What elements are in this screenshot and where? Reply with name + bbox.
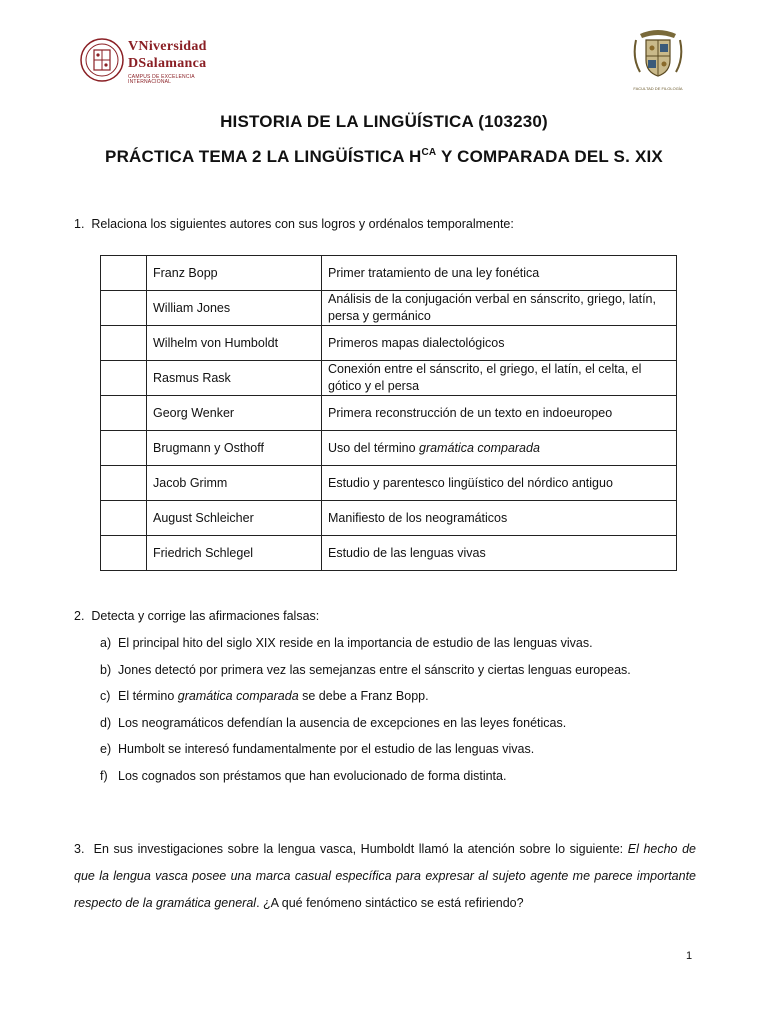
achievement-text: Uso del término [328, 440, 420, 455]
author-cell: August Schleicher [147, 501, 322, 536]
list-item [100, 716, 631, 743]
university-logo [80, 38, 230, 84]
table-row [101, 466, 677, 501]
university-seal-icon [80, 38, 124, 82]
order-cell[interactable] [101, 256, 147, 291]
statement-list [100, 636, 631, 795]
list-item-label: b) [100, 662, 112, 677]
question-text: En sus investigaciones sobre la lengua vasca, Humboldt llamó la atención sobre lo siguiente: [93, 842, 628, 856]
humboldt-quote: El hecho de que la lengua vasca posee una marca casual específica para expresar al sujeto agente me parece importante respecto de la gramática general [74, 842, 697, 910]
list-item-text: Los cognados son préstamos que han evolucionado de forma distinta. [118, 768, 507, 783]
table-row [101, 361, 677, 396]
author-cell: Rasmus Rask [147, 361, 322, 396]
order-cell[interactable] [101, 431, 147, 466]
faculty-caption: FACULTAD DE FILOLOGÍA [633, 86, 683, 91]
practice-title-prefix: PRÁCTICA TEMA 2 LA LINGÜÍSTICA H [105, 147, 422, 166]
university-name [128, 40, 230, 85]
list-item [100, 689, 631, 716]
matching-table-body [101, 256, 677, 571]
order-cell[interactable] [101, 501, 147, 536]
achievement-cell: Conexión entre el sánscrito, el griego, el latín, el celta, el gótico y el persa [322, 361, 677, 396]
faculty-logo [630, 28, 686, 91]
list-item [100, 636, 631, 663]
order-cell[interactable] [101, 326, 147, 361]
achievement-cell: Primeros mapas dialectológicos [322, 326, 677, 361]
author-cell: Brugmann y Osthoff [147, 431, 322, 466]
practice-title-suffix: Y COMPARADA DEL S. XIX [436, 147, 663, 166]
matching-table [100, 255, 677, 571]
achievement-cell: Análisis de la conjugación verbal en sánscrito, griego, latín, persa y germánico [322, 291, 677, 326]
author-cell: Wilhelm von Humboldt [147, 326, 322, 361]
list-item-label: a) [100, 636, 112, 650]
list-item-term: gramática comparada [177, 689, 299, 703]
author-cell: Franz Bopp [147, 256, 322, 291]
order-cell[interactable] [101, 466, 147, 501]
author-cell: Friedrich Schlegel [147, 536, 322, 571]
university-name-line2: DSalamanca [128, 56, 207, 71]
table-row [101, 536, 677, 571]
list-item-label: d) [100, 715, 112, 730]
author-cell: Georg Wenker [147, 396, 322, 431]
order-cell[interactable] [101, 291, 147, 326]
page-number: 1 [686, 950, 693, 962]
list-item-text: El principal hito del siglo XIX reside en la importancia de estudio de las lenguas vivas. [118, 636, 593, 650]
course-title: HISTORIA DE LA LINGÜÍSTICA (103230) [220, 112, 548, 131]
table-row [101, 396, 677, 431]
list-item-text: Jones detectó por primera vez las semejanzas entre el sánscrito y ciertas lenguas europeas. [118, 662, 631, 677]
table-row [101, 431, 677, 466]
question-number: 1. [74, 217, 85, 231]
list-item [100, 769, 631, 796]
table-row [101, 291, 677, 326]
list-item [100, 663, 631, 690]
order-cell[interactable] [101, 536, 147, 571]
university-tagline: CAMPUS DE EXCELENCIA INTERNACIONAL [128, 74, 195, 85]
table-row [101, 501, 677, 536]
university-name-line1: VNiversidad [128, 39, 207, 54]
table-row [101, 256, 677, 291]
question-2 [74, 609, 319, 623]
achievement-term: gramática comparada [419, 440, 540, 455]
table-row [101, 326, 677, 361]
question-1 [74, 217, 514, 231]
author-cell: Jacob Grimm [147, 466, 322, 501]
coat-of-arms-icon [630, 28, 686, 80]
order-cell[interactable] [101, 396, 147, 431]
list-item-label: f) [100, 768, 108, 783]
question-text-end: . ¿A qué fenómeno sintáctico se está refiriendo? [256, 896, 524, 910]
question-text: Relaciona los siguientes autores con sus logros y ordénalos temporalmente: [91, 217, 514, 231]
list-item-text: Los neogramáticos defendían la ausencia de excepciones en las leyes fonéticas. [118, 715, 567, 730]
achievement-cell: Estudio de las lenguas vivas [322, 536, 677, 571]
question-number: 3. [74, 842, 85, 856]
list-item-label: c) [100, 689, 111, 703]
question-text: Detecta y corrige las afirmaciones falsas: [91, 609, 320, 623]
order-cell[interactable] [101, 361, 147, 396]
practice-title [0, 147, 768, 167]
practice-title-sup: CA [421, 147, 437, 158]
list-item-text: El término [118, 689, 178, 703]
achievement-cell: Estudio y parentesco lingüístico del nórdico antiguo [322, 466, 677, 501]
achievement-cell: Primer tratamiento de una ley fonética [322, 256, 677, 291]
question-3 [74, 836, 696, 917]
question-number: 2. [74, 609, 85, 623]
achievement-cell: Manifiesto de los neogramáticos [322, 501, 677, 536]
achievement-cell: Primera reconstrucción de un texto en indoeuropeo [322, 396, 677, 431]
list-item-label: e) [100, 742, 112, 756]
achievement-cell [322, 431, 677, 466]
author-cell: William Jones [147, 291, 322, 326]
list-item-text: Humbolt se interesó fundamentalmente por el estudio de las lenguas vivas. [118, 742, 535, 756]
list-item-text-end: se debe a Franz Bopp. [298, 689, 429, 703]
list-item [100, 742, 631, 769]
